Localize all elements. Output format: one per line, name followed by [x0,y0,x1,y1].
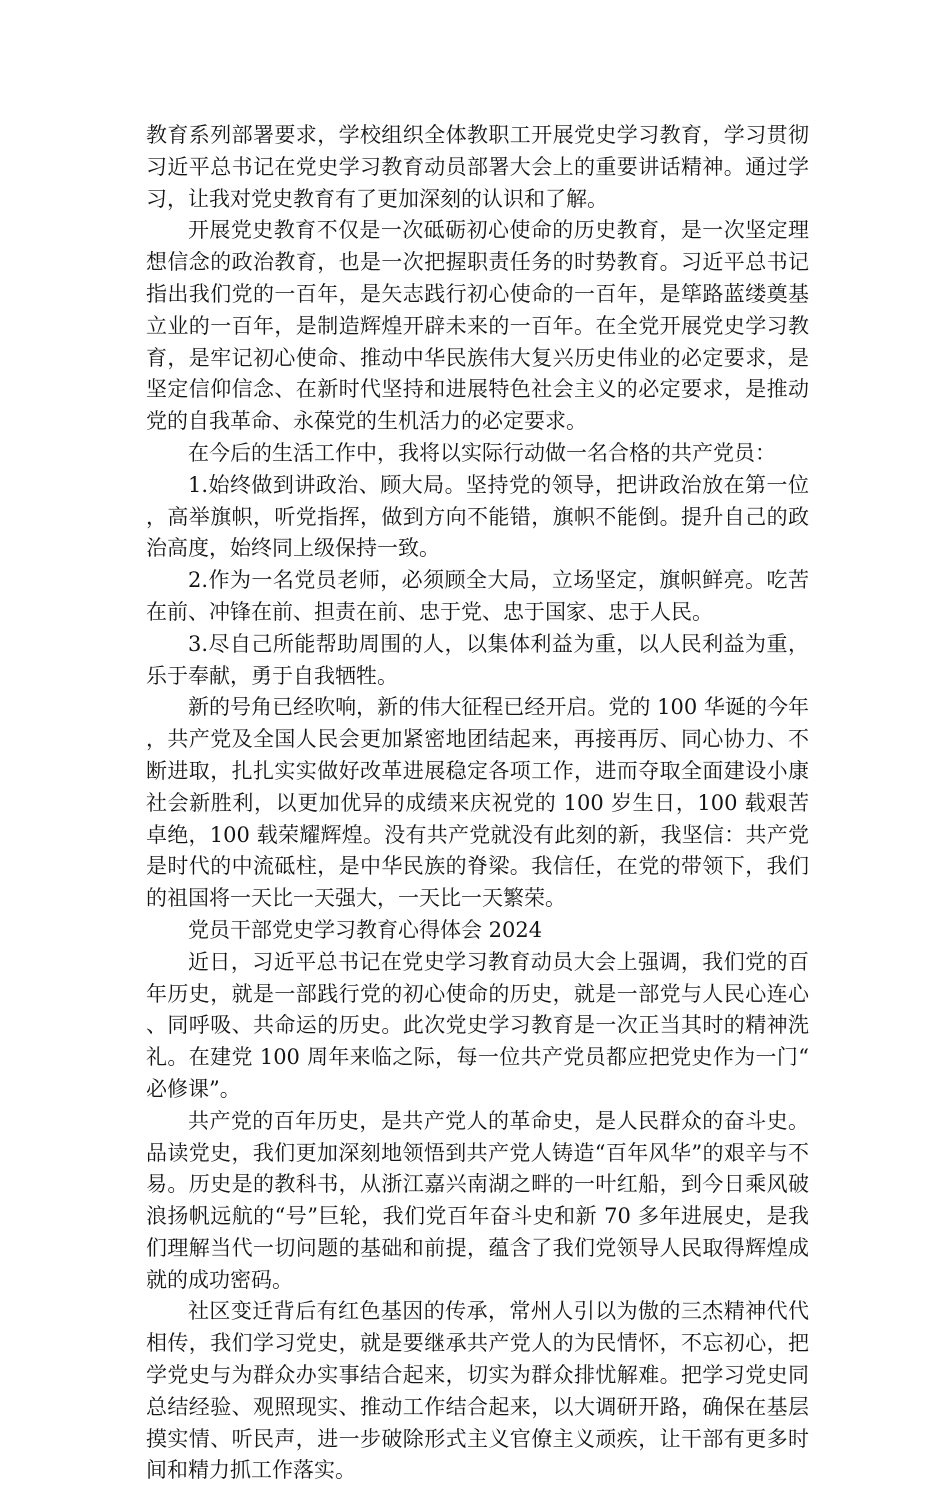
paragraph-commitment-intro: 在今后的生活工作中，我将以实际行动做一名合格的共产党员： [188,440,776,465]
paragraph-century-history: 共产党的百年历史，是共产党人的革命史，是人民群众的奋斗史。品读党史，我们更加深刻地领悟到共产党人铸造“百年风华”的艰辛与不易。历史是的教科书，从浙江嘉兴南湖之畔的一叶红船，到今日乘风破浪扬帆远航的“号”巨轮，我们党百年奋斗史和新 70 多年进展史，是我们理解当代一切问题的基础和前提，蕴含了我们党领导人民取得辉煌成就的成功密码。 [146,1108,809,1292]
document-body [146,120,809,1487]
paragraph-party-history-significance: 开展党史教育不仅是一次砥砺初心使命的历史教育，是一次坚定理想信念的政治教育，也是一次把握职责任务的时势教育。习近平总书记指出我们党的一百年，是矢志践行初心使命的一百年，是筚路蓝缕奠基立业的一百年，是制造辉煌开辟未来的一百年。在全党开展党史学习教育，是牢记初心使命、推动中华民族伟大复兴历史伟业的必定要求，是坚定信仰信念、在新时代坚持和进展特色社会主义的必定要求，是推动党的自我革命、永葆党的生机活力的必定要求。 [146,218,809,434]
paragraph-point-2: 2.作为一名党员老师，必须顾全大局，立场坚定，旗帜鲜亮。吃苦在前、冲锋在前、担责在前、忠于党、忠于国家、忠于人民。 [146,568,809,624]
paragraph-intro-continued: 教育系列部署要求，学校组织全体教职工开展党史学习教育，学习贯彻习近平总书记在党史学习教育动员部署大会上的重要讲话精神。通过学习，让我对党史教育有了更加深刻的认识和了解。 [146,123,809,211]
paragraph-community-change: 社区变迁背后有红色基因的传承，常州人引以为傲的三杰精神代代相传，我们学习党史，就是要继承共产党人的为民情怀，不忘初心，把学党史与为群众办实事结合起来，切实为群众排忧解难。把学习党史同总结经验、观照现实、推动工作结合起来，以大调研开路，确保在基层摸实情、听民声，进一步破除形式主义官僚主义顽疾，让干部有更多时间和精力抓工作落实。 [146,1299,809,1483]
paragraph-point-1: 1.始终做到讲政治、顾大局。坚持党的领导，把讲政治放在第一位，高举旗帜，听党指挥，做到方向不能错，旗帜不能倒。提升自己的政治高度，始终同上级保持一致。 [146,472,809,561]
paragraph-point-3: 3.尽自己所能帮助周围的人，以集体利益为重，以人民利益为重，乐于奉献，勇于自我牺牲。 [146,631,809,688]
paragraph-recent-speech: 近日，习近平总书记在党史学习教育动员大会上强调，我们党的百年历史，就是一部践行党的初心使命的历史，就是一部党与人民心连心、同呼吸、共命运的历史。此次党史学习教育是一次正当其时的精神洗礼。在建党 100 周年来临之际，每一位共产党员都应把党史作为一门“必修课”。 [146,949,809,1101]
paragraph-new-journey: 新的号角已经吹响，新的伟大征程已经开启。党的 100 华诞的今年，共产党及全国人民会更加紧密地团结起来，再接再厉、同心协力、不断进取，扎扎实实做好改革进展稳定各项工作，进而夺取全面建设小康社会新胜利，以更加优异的成绩来庆祝党的 100 岁生日，100 载艰苦卓绝，100 载荣耀辉煌。没有共产党就没有此刻的新，我坚信：共产党是时代的中流砥柱，是中华民族的脊梁。我信任，在党的带领下，我们的祖国将一天比一天强大，一天比一天繁荣。 [146,695,809,911]
section-title: 党员干部党史学习教育心得体会 2024 [188,917,543,942]
